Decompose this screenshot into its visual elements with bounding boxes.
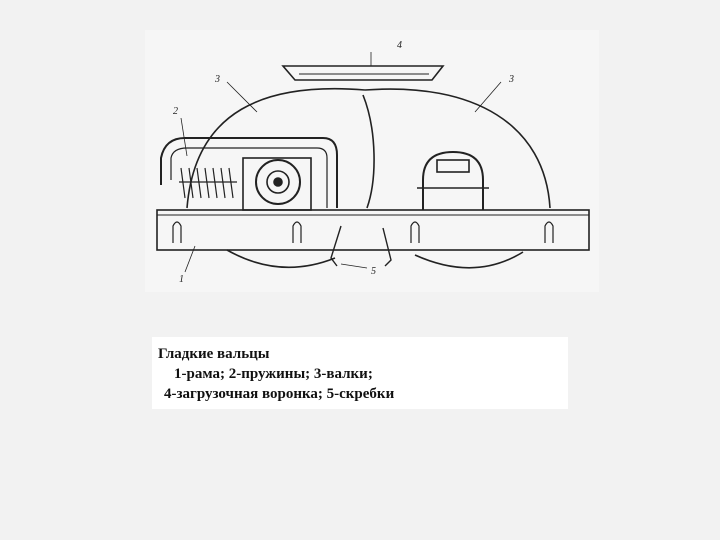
caption-box [152, 337, 568, 409]
caption-legend-line-1: 1-рама; 2-пружины; 3-валки; [174, 366, 373, 382]
label-roll-left: 3 [215, 74, 220, 85]
hopper [283, 66, 443, 80]
caption-title: Гладкие вальцы [158, 346, 270, 362]
frame-bolts [173, 222, 553, 243]
right-roll-lower [415, 252, 523, 268]
label-hopper: 4 [397, 40, 402, 51]
roll-housing-right [365, 89, 550, 208]
crusher-figure [145, 30, 599, 292]
spring-coils [179, 168, 237, 198]
roll-divider [363, 95, 374, 208]
frame [157, 210, 589, 250]
caption-legend-line-2: 4-загрузочная воронка; 5-скребки [164, 386, 395, 402]
label-roll-right: 3 [509, 74, 514, 85]
label-frame: 1 [179, 274, 184, 285]
left-roll-lower [227, 250, 335, 267]
label-springs: 2 [173, 106, 178, 117]
label-scrapers: 5 [371, 266, 376, 277]
scrapers [331, 226, 391, 266]
